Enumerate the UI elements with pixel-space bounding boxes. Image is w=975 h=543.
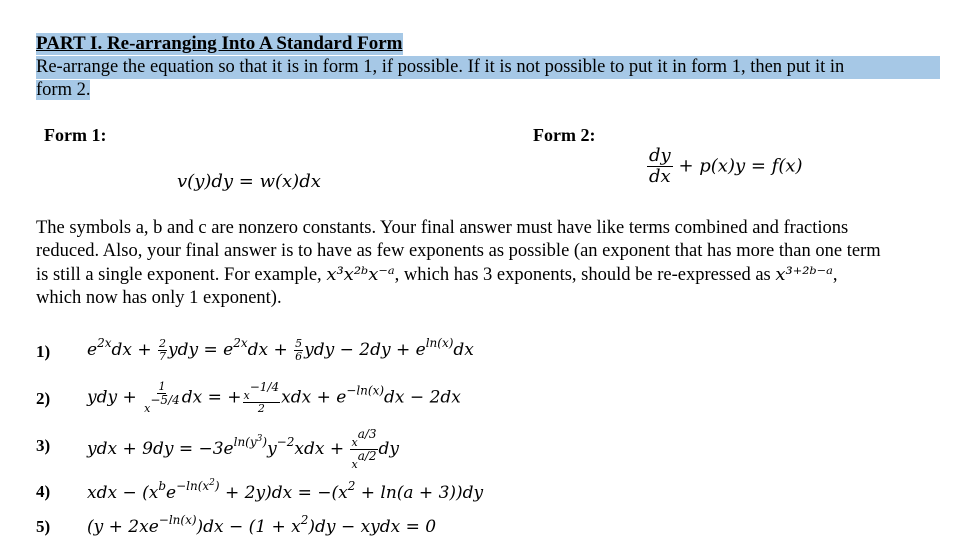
example-expression: x³x²ᵇx⁻ᵃ bbox=[326, 264, 395, 285]
form2-label: Form 2: bbox=[533, 125, 596, 145]
instruction-line-2: form 2. bbox=[36, 80, 91, 100]
problem-number: 1) bbox=[36, 342, 51, 361]
form1-equation: v(y)dy = w(x)dx bbox=[177, 171, 321, 192]
problem-number: 3) bbox=[36, 436, 51, 455]
problem-2-equation: ydy + $\frac{1}{x^{-5/4}}$ dx = + $\frac{x^{-1/4}}{2}$ xdx + $e^{-ln(x)}dx - 2dx$ bbox=[87, 380, 461, 415]
example-result: x³⁺²ᵇ⁻ᵃ bbox=[775, 264, 833, 285]
description-line-2: reduced. Also, your final answer is to have as few exponents as possible (an exponent that has more than one term bbox=[36, 241, 881, 261]
problem-number: 5) bbox=[36, 517, 51, 536]
description-line-4: which now has only 1 exponent). bbox=[36, 288, 282, 308]
section-title: PART I. Re-arranging Into A Standard Form bbox=[36, 33, 403, 54]
problem-5-equation: $(y + 2xe^{-ln(x)})dx - (1 + x^2)dy$ − xydx = 0 bbox=[87, 513, 437, 537]
problem-number: 4) bbox=[36, 482, 51, 501]
form1-label: Form 1: bbox=[44, 125, 107, 145]
description-line-3: is still a single exponent. For example, x³x²ᵇx⁻ᵃ, which has 3 exponents, should be re-expressed as x³⁺²ᵇ⁻ᵃ, bbox=[36, 264, 838, 285]
description-line-1: The symbols a, b and c are nonzero constants. Your final answer must have like terms combined and fractions bbox=[36, 218, 849, 238]
form2-equation: $\frac{dy}{dx}$ + p(x)y = f(x) bbox=[649, 145, 803, 187]
problem-number: 2) bbox=[36, 389, 51, 408]
description bbox=[36, 217, 881, 310]
problem-3-equation: ydx + $9dy = -3e^{ln(y^3)}y^{-2}xdx$ + $\frac{x^{a/3}}{x^{a/2}}$ dy bbox=[87, 427, 400, 471]
problem-4-equation: xdx − $(x^be^{-ln(x^2)} + 2y)dx = -(x^2 + \ln(a + 3))dy$ bbox=[87, 478, 484, 503]
instruction-text bbox=[36, 56, 848, 102]
problem-1-equation: $e^{2x}dx$ + $\frac{2}{7}$ ydy = $e^{2x}dx$ + $\frac{5}{6}$ ydy − $2dy + e^{ln(x)}dx$ bbox=[87, 336, 474, 363]
form2-derivative: $\frac{dy}{dx}$ bbox=[649, 145, 671, 187]
instruction-line-1: Re-arrange the equation so that it is in form 1, if possible. If it is not possible to put it in form 1, then put it in bbox=[36, 57, 848, 77]
